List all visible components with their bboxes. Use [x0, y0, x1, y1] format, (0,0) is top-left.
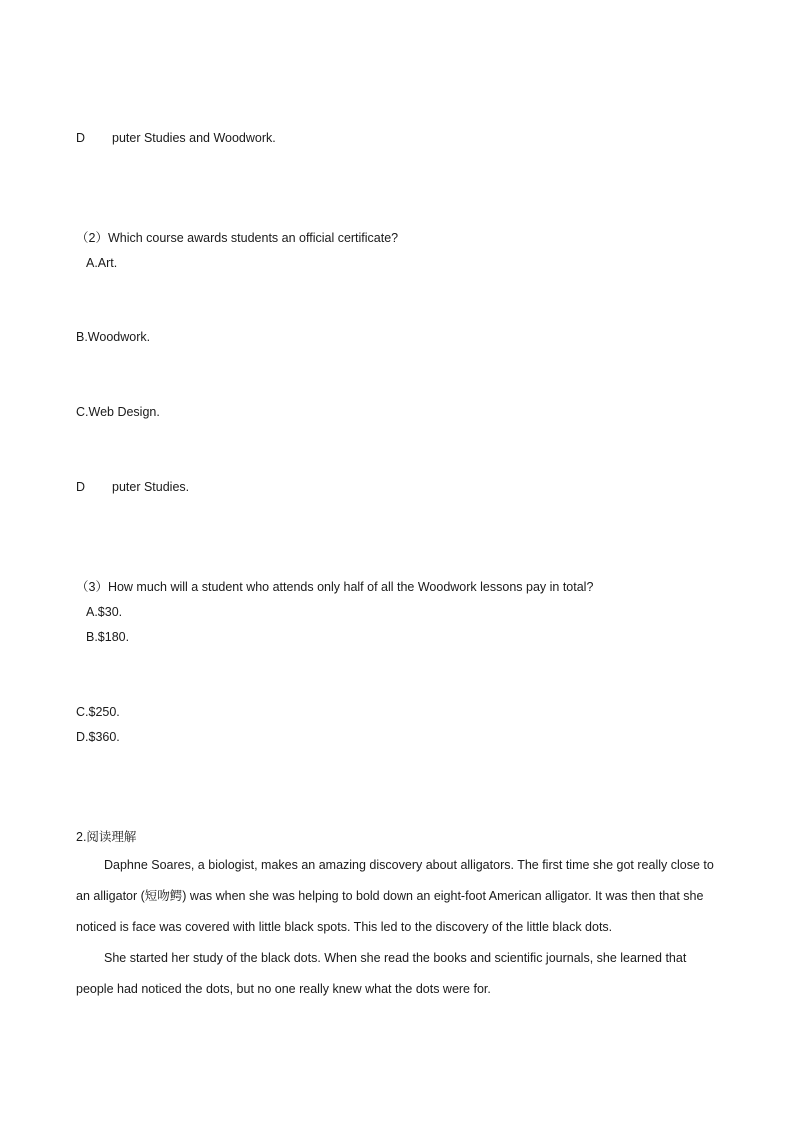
q2-option-d-letter: D [76, 480, 86, 494]
q2-option-d-text: puter Studies. [112, 480, 190, 494]
q2-option-d [76, 479, 189, 495]
section2-paragraph-1: Daphne Soares, a biologist, makes an amazing discovery about alligators. The first time she got really close to an alligator (短吻鳄) was when she was helping to bold down an eight-foot American alligator. It was then that she noticed is face was covered with little black spots. This led to the discovery of the little black dots. [76, 858, 714, 934]
q2-option-a: A.Art. [86, 256, 118, 270]
q2-option-c: C.Web Design. [76, 405, 160, 419]
section2-paragraph-2: She started her study of the black dots. When she read the books and scientific journals, she learned that people had noticed the dots, but no one really knew what the dots were for. [76, 951, 687, 996]
q1-option-d-letter: D [76, 131, 86, 145]
section2-heading: 2.阅读理解 [76, 830, 137, 844]
q3-option-c: C.$250. [76, 705, 120, 719]
q3-option-b: B.$180. [86, 630, 130, 644]
q2-option-b: B.Woodwork. [76, 330, 151, 344]
q1-option-d [76, 130, 276, 146]
q3-option-a: A.$30. [86, 605, 123, 619]
q1-option-d-text: puter Studies and Woodwork. [112, 131, 276, 145]
q3-question: （3）How much will a student who attends only half of all the Woodwork lessons pay in total? [76, 580, 594, 594]
q3-option-d: D.$360. [76, 730, 120, 744]
q2-question: （2）Which course awards students an official certificate? [76, 231, 399, 245]
